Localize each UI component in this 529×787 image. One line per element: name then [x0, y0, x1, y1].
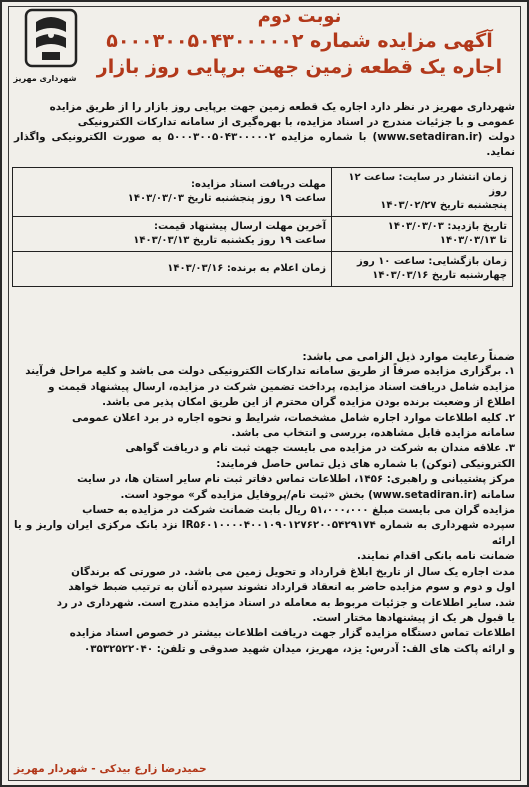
schedule-cell — [13, 217, 332, 252]
body-line: مزایده شامل دریافت اسناد مزایده، پرداخت تضمین شرکت در مزایده، ارسال پیشنهاد قیمت و — [48, 380, 515, 393]
schedule-table — [12, 167, 513, 287]
body-line: شد. سایر اطلاعات و جزئیات مربوط به معامله در اسناد مزایده مندرج است. شهرداری در رد — [56, 596, 515, 609]
cell-text: آخرین مهلت ارسال پیشنهاد قیمت: — [154, 221, 326, 232]
cell-text: چهارشنبه تاریخ ۱۴۰۳/۰۳/۱۶ — [372, 270, 507, 281]
intro-line: شهرداری مهریز در نظر دارد اجاره یک قطعه زمین جهت برپایی روز بازار را از طریق مزایده — [49, 101, 515, 113]
cell-text: مهلت دریافت اسناد مزایده: — [191, 179, 326, 190]
conditions-section — [14, 349, 515, 657]
schedule-cell — [13, 252, 332, 287]
ad-header — [82, 6, 517, 80]
cell-text: زمان اعلام به برنده: ۱۴۰۳/۰۳/۱۶ — [167, 263, 326, 274]
schedule-cell — [332, 217, 513, 252]
body-line: اطلاعات تماس دستگاه مزایده گزار جهت دریافت اطلاعات بیشتر در خصوص اسناد مزایده — [69, 627, 515, 640]
body-line: ۲. کلیه اطلاعات موارد اجاره شامل مشخصات، شرایط و نحوه اجاره در برد اعلان عمومی — [72, 411, 515, 424]
schedule-cell — [332, 252, 513, 287]
body-line: ۱. برگزاری مزایده صرفاً از طریق سامانه تدارکات الکترونیکی دولت می باشد و کلیه مراحل فرآیند — [25, 365, 515, 378]
cell-text: زمان انتشار در سایت: ساعت ۱۲ روز — [348, 172, 507, 197]
body-line: و ارائه پاکت های الف: آدرس: یزد، مهریز، میدان شهید صدوقی و تلفن: ۰۳۵۳۲۵۲۲۰۴۰ — [83, 642, 515, 655]
body-line: مرکز پشتیبانی و راهبری: ۱۴۵۶، اطلاعات تماس دفاتر ثبت نام سایر استان ها، در سایت — [77, 473, 515, 486]
cell-text: زمان بازگشایی: ساعت ۱۰ روز — [356, 256, 507, 267]
ad-subtitle: اجاره یک قطعه زمین جهت برپایی روز بازار — [96, 56, 503, 78]
schedule-row — [13, 168, 513, 217]
cell-text: تا ۱۴۰۳/۰۳/۱۳ — [439, 235, 507, 246]
conditions-heading: ضمناً رعایت موارد ذیل الزامی می باشد: — [302, 350, 515, 363]
cell-text: ساعت ۱۹ روز پنجشنبه تاریخ ۱۴۰۳/۰۳/۰۳ — [127, 193, 326, 204]
body-line: اول و دوم و سوم مزایده حاضر به انعقاد قرارداد نشوند سپرده آنان به ترتیب ضبط خواهد — [68, 581, 515, 594]
body-line: اطلاع از وضعیت برنده بودن مزایده گران محترم از این طریق امکان پذیر می باشد. — [102, 396, 515, 409]
body-line: الکترونیکی (توکن) با شماره های ذیل تماس حاصل فرمایند: — [216, 457, 515, 470]
body-line: ضمانت نامه بانکی اقدام نمایند. — [356, 550, 515, 563]
intro-line: عمومی و با جزئیات مندرج در اسناد مزایده، با بهره‌گیری از سامانه تدارکات الکترونیکی — [77, 116, 515, 128]
logo-text: شهرداری مهریز — [13, 74, 77, 83]
intro-line: دولت (www.setadiran.ir) با شماره مزایده ۵۰۰۰۳۰۰۵۰۴۳۰۰۰۰۰۲ به صورت الکترونیکی واگذار نماید. — [14, 131, 515, 158]
body-line: ۳. علاقه مندان به شرکت در مزایده می بایست جهت ثبت نام و دریافت گواهی — [125, 442, 515, 455]
schedule-cell — [13, 168, 332, 217]
intro-paragraph — [14, 100, 515, 160]
body-line: مدت اجاره یک سال از تاریخ ابلاغ قرارداد و تحویل زمین می باشد. در صورتی که برندگان — [71, 565, 515, 578]
body-line: سامانه (www.setadiran.ir) بخش «ثبت نام/پروفایل مزایده گر» موجود است. — [120, 488, 515, 501]
body-line: سامانه مزایده قابل مشاهده، بررسی و انتخاب می باشد. — [231, 427, 515, 440]
municipality-logo-icon — [24, 8, 78, 68]
schedule-cell — [332, 168, 513, 217]
signature: حمیدرضا زارع بیدکی - شهردار مهریز — [14, 763, 207, 775]
schedule-row — [13, 217, 513, 252]
ad-title: آگهی مزایده شماره ۵۰۰۰۳۰۰۵۰۴۳۰۰۰۰۰۲ — [106, 30, 493, 52]
schedule-row — [13, 252, 513, 287]
body-line: مزایده گران می بایست مبلغ ۵۱،۰۰۰،۰۰۰ ریال بابت ضمانت شرکت در مزایده به حساب — [82, 504, 515, 517]
body-line: یا قبول هر یک از پیشنهادها مختار است. — [312, 611, 515, 624]
cell-text: ساعت ۱۹ روز یکشنبه تاریخ ۱۴۰۳/۰۳/۱۳ — [133, 235, 326, 246]
cell-text: پنجشنبه تاریخ ۱۴۰۳/۰۲/۲۷ — [380, 200, 507, 211]
cell-text: تاریخ بازدید: ۱۴۰۳/۰۳/۰۳ — [387, 221, 507, 232]
municipality-logo — [12, 8, 78, 96]
round-label: نوبت دوم — [257, 6, 342, 27]
body-line: سپرده شهرداری به شماره IR۵۶۰۱۰۰۰۰۴۰۰۱۰۹۰۱۲۷۶۲۰۰۵۴۲۹۱۷۴ نزد بانک مرکزی ایران واریز و یا ارائه — [14, 519, 515, 547]
